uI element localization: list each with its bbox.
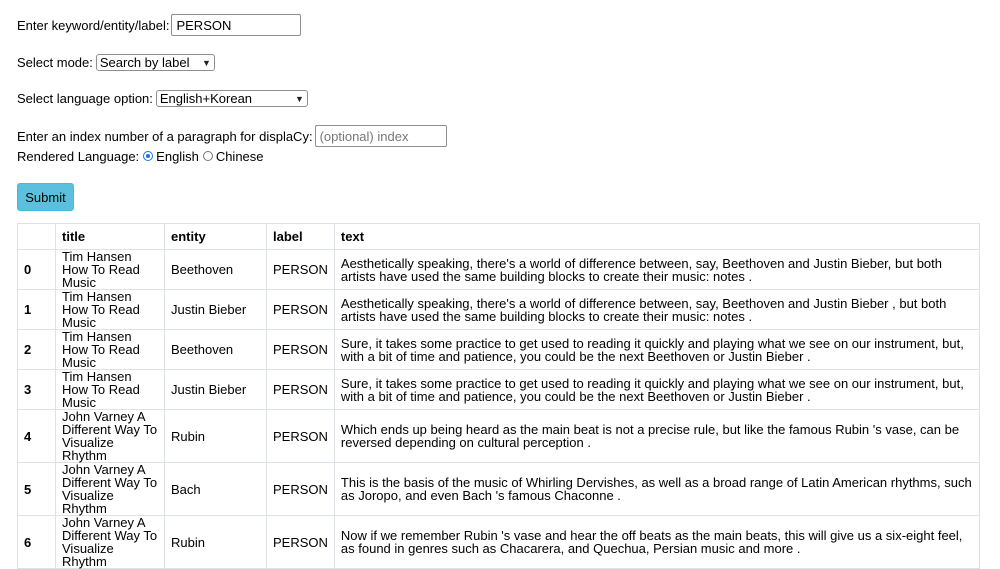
row-title: John Varney A Different Way To Visualize Rhythm: [56, 516, 165, 569]
row-label: PERSON: [267, 330, 335, 370]
row-text: Sure, it takes some practice to get used to reading it quickly and playing what we see on our instrument, but, with a bit of time and patience, you could be the next Beethoven or Justin Bieber .: [334, 370, 979, 410]
header-entity: entity: [165, 224, 267, 250]
radio-english[interactable]: [143, 151, 153, 161]
row-label: PERSON: [267, 250, 335, 290]
row-index: 5: [18, 463, 56, 516]
index-row: [17, 125, 447, 147]
table-row: [18, 290, 980, 330]
header-index: [18, 224, 56, 250]
row-entity: Rubin: [165, 410, 267, 463]
row-title: Tim Hansen How To Read Music: [56, 370, 165, 410]
index-input[interactable]: [315, 125, 447, 147]
rendered-language-label: Rendered Language:: [17, 148, 140, 164]
table-header-row: [18, 224, 980, 250]
row-title: Tim Hansen How To Read Music: [56, 250, 165, 290]
row-index: 1: [18, 290, 56, 330]
row-label: PERSON: [267, 370, 335, 410]
keyword-label: Enter keyword/entity/label:: [17, 17, 170, 33]
row-entity: Beethoven: [165, 330, 267, 370]
keyword-input[interactable]: [171, 14, 301, 36]
header-label: label: [267, 224, 335, 250]
row-text: This is the basis of the music of Whirling Dervishes, as well as a broad range of Latin American rhythms, such as Joropo, and even Bach 's famous Chaconne .: [334, 463, 979, 516]
submit-button[interactable]: Submit: [17, 183, 74, 211]
radio-english-label: English: [156, 148, 199, 164]
row-label: PERSON: [267, 290, 335, 330]
row-text: Which ends up being heard as the main beat is not a precise rule, but like the famous Rubin 's vase, can be reversed depending on cultural perception .: [334, 410, 979, 463]
keyword-row: [17, 14, 301, 36]
radio-chinese-label: Chinese: [215, 148, 264, 164]
row-title: John Varney A Different Way To Visualize Rhythm: [56, 410, 165, 463]
table-row: [18, 250, 980, 290]
mode-select-value: Search by label: [99, 55, 190, 70]
table-row: [18, 516, 980, 569]
results-table: [17, 223, 980, 569]
row-title: Tim Hansen How To Read Music: [56, 290, 165, 330]
table-row: [18, 370, 980, 410]
row-label: PERSON: [267, 516, 335, 569]
row-index: 6: [18, 516, 56, 569]
mode-select[interactable]: [96, 54, 215, 71]
row-label: PERSON: [267, 463, 335, 516]
table-row: [18, 410, 980, 463]
row-entity: Beethoven: [165, 250, 267, 290]
table-row: [18, 463, 980, 516]
row-entity: Bach: [165, 463, 267, 516]
chevron-down-icon: ▼: [201, 57, 211, 68]
header-title: title: [56, 224, 165, 250]
row-index: 3: [18, 370, 56, 410]
row-title: John Varney A Different Way To Visualize Rhythm: [56, 463, 165, 516]
language-select[interactable]: [156, 90, 308, 107]
radio-chinese[interactable]: [203, 151, 213, 161]
row-index: 0: [18, 250, 56, 290]
mode-row: [17, 54, 215, 71]
row-text: Aesthetically speaking, there's a world of difference between, say, Beethoven and Justin Bieber, but both artists have used the same building blocks to create their music: notes .: [334, 250, 979, 290]
table-row: [18, 330, 980, 370]
rendered-language-row: [17, 149, 264, 163]
row-text: Aesthetically speaking, there's a world of difference between, say, Beethoven and Justin Bieber , but both artists have used the same building blocks to create their music: notes .: [334, 290, 979, 330]
chevron-down-icon: ▼: [294, 93, 304, 104]
row-label: PERSON: [267, 410, 335, 463]
mode-label: Select mode:: [17, 55, 93, 70]
row-index: 4: [18, 410, 56, 463]
row-index: 2: [18, 330, 56, 370]
row-title: Tim Hansen How To Read Music: [56, 330, 165, 370]
language-row: [17, 90, 308, 107]
header-text: text: [334, 224, 979, 250]
row-entity: Justin Bieber: [165, 370, 267, 410]
row-text: Sure, it takes some practice to get used to reading it quickly and playing what we see on our instrument, but, with a bit of time and patience, you could be the next Beethoven or Justin Bieber .: [334, 330, 979, 370]
row-entity: Justin Bieber: [165, 290, 267, 330]
row-text: Now if we remember Rubin 's vase and hear the off beats as the main beats, this will give us a six-eight feel, as found in genres such as Chacarera, and Quechua, Persian music and more .: [334, 516, 979, 569]
index-label: Enter an index number of a paragraph for displaCy:: [17, 128, 313, 144]
row-entity: Rubin: [165, 516, 267, 569]
language-label: Select language option:: [17, 91, 153, 106]
language-select-value: English+Korean: [159, 91, 253, 106]
